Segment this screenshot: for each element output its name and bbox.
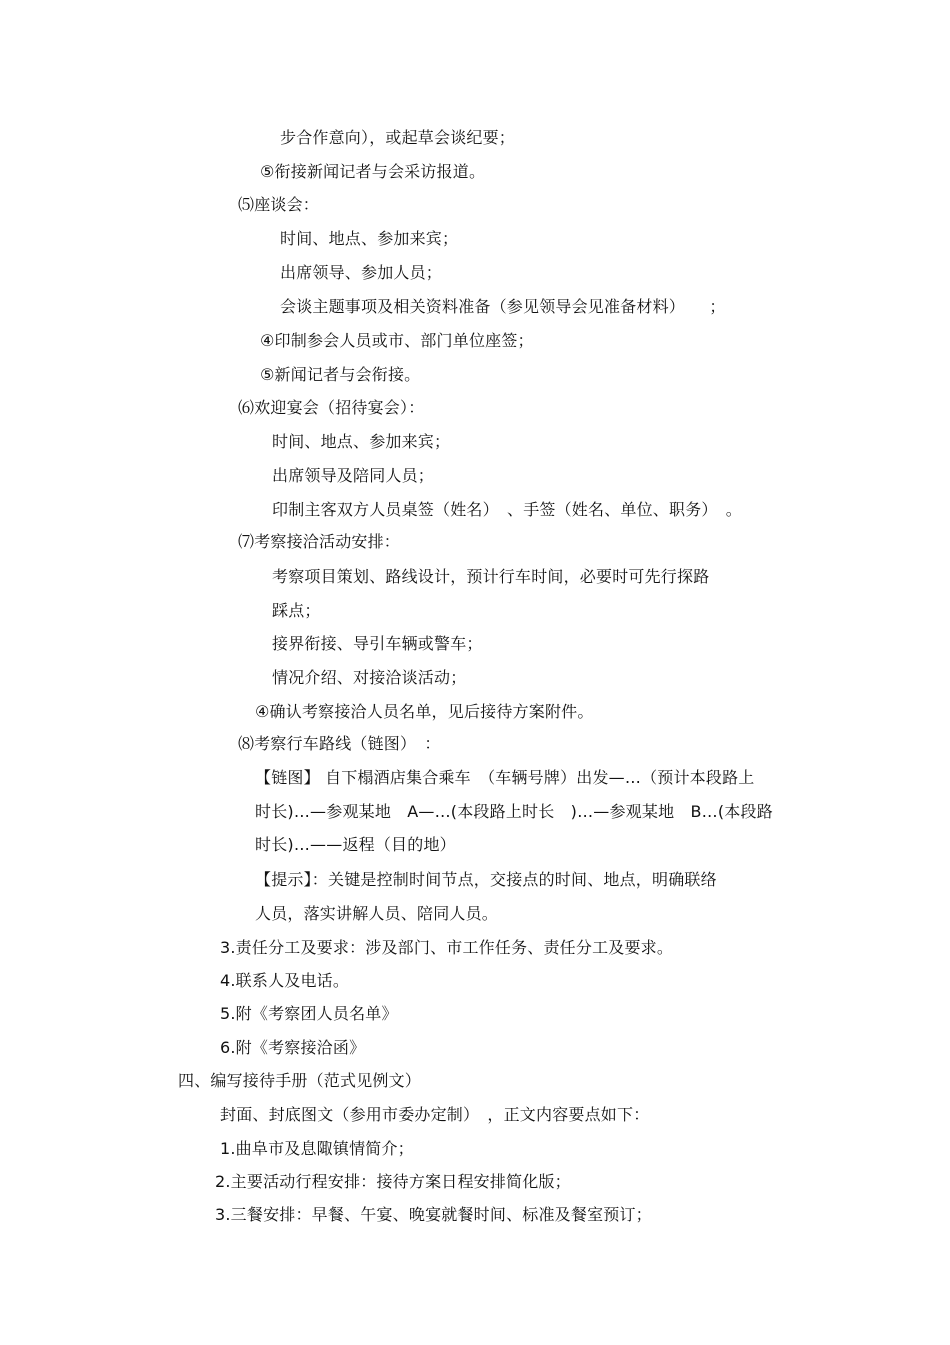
numbered-item-6: 6.附《考察接洽函》	[220, 1038, 366, 1057]
tip-line-2: 人员，落实讲解人员、陪同人员。	[255, 904, 499, 923]
numbered-item-4: 4.联系人及电话。	[220, 971, 350, 990]
section-heading-5: ⑸座谈会：	[238, 195, 320, 214]
chain-diagram-line-1: 【链图】 自下榻酒店集合乘车 （车辆号牌）出发—…（预计本段路上	[255, 768, 755, 787]
section-heading-6: ⑹欢迎宴会（招待宴会）：	[238, 398, 425, 417]
text-line-16: 接界衔接、导引车辆或警车；	[272, 634, 483, 653]
text-line-11: 出席领导及陪同人员；	[272, 466, 435, 485]
text-line-4: 时间、地点、参加来宾；	[280, 229, 459, 248]
text-line-12: 印制主客双方人员桌签（姓名） 、手签（姓名、单位、职务） 。	[272, 500, 743, 519]
section-heading-8: ⑻考察行车路线（链图） ：	[238, 734, 441, 753]
text-line-5: 出席领导、参加人员；	[280, 263, 443, 282]
text-line-17: 情况介绍、对接洽谈活动；	[272, 668, 467, 687]
text-line-10: 时间、地点、参加来宾；	[272, 432, 451, 451]
handbook-item-1: 1.曲阜市及息陬镇情简介；	[220, 1139, 414, 1158]
text-line-14: 考察项目策划、路线设计，预计行车时间，必要时可先行探路	[272, 567, 710, 586]
numbered-item-3: 3.责任分工及要求：涉及部门、市工作任务、责任分工及要求。	[220, 938, 674, 957]
chain-diagram-line-3: 时长)…——返程（目的地）	[255, 835, 456, 854]
handbook-item-2: 2.主要活动行程安排：接待方案日程安排简化版；	[215, 1172, 571, 1191]
text-line-8: ⑤新闻记者与会衔接。	[260, 365, 421, 384]
text-line-2: ⑤衔接新闻记者与会采访报道。	[260, 162, 486, 181]
handbook-item-3: 3.三餐安排：早餐、午宴、晚宴就餐时间、标准及餐室预订；	[215, 1205, 652, 1224]
text-line-6: 会谈主题事项及相关资料准备（参见领导会见准备材料） ；	[280, 297, 726, 316]
text-line-18: ④确认考察接洽人员名单，见后接待方案附件。	[255, 702, 594, 721]
numbered-item-5: 5.附《考察团人员名单》	[220, 1004, 398, 1023]
tip-line-1: 【提示】：关键是控制时间节点，交接点的时间、地点，明确联络	[255, 870, 717, 889]
text-line-30: 封面、封底图文（参用市委办定制） ，正文内容要点如下：	[220, 1105, 650, 1124]
section-heading-7: ⑺考察接洽活动安排：	[238, 532, 401, 551]
text-line-15: 踩点；	[272, 601, 321, 620]
text-line-7: ④印制参会人员或市、部门单位座签；	[260, 331, 534, 350]
text-line-1: 步合作意向），或起草会谈纪要；	[280, 128, 516, 147]
chain-diagram-line-2: 时长)…—参观某地 A—…(本段路上时长 )…—参观某地 B…(本段路	[255, 802, 773, 821]
chapter-heading-4: 四、编写接待手册（范式见例文）	[178, 1071, 422, 1090]
